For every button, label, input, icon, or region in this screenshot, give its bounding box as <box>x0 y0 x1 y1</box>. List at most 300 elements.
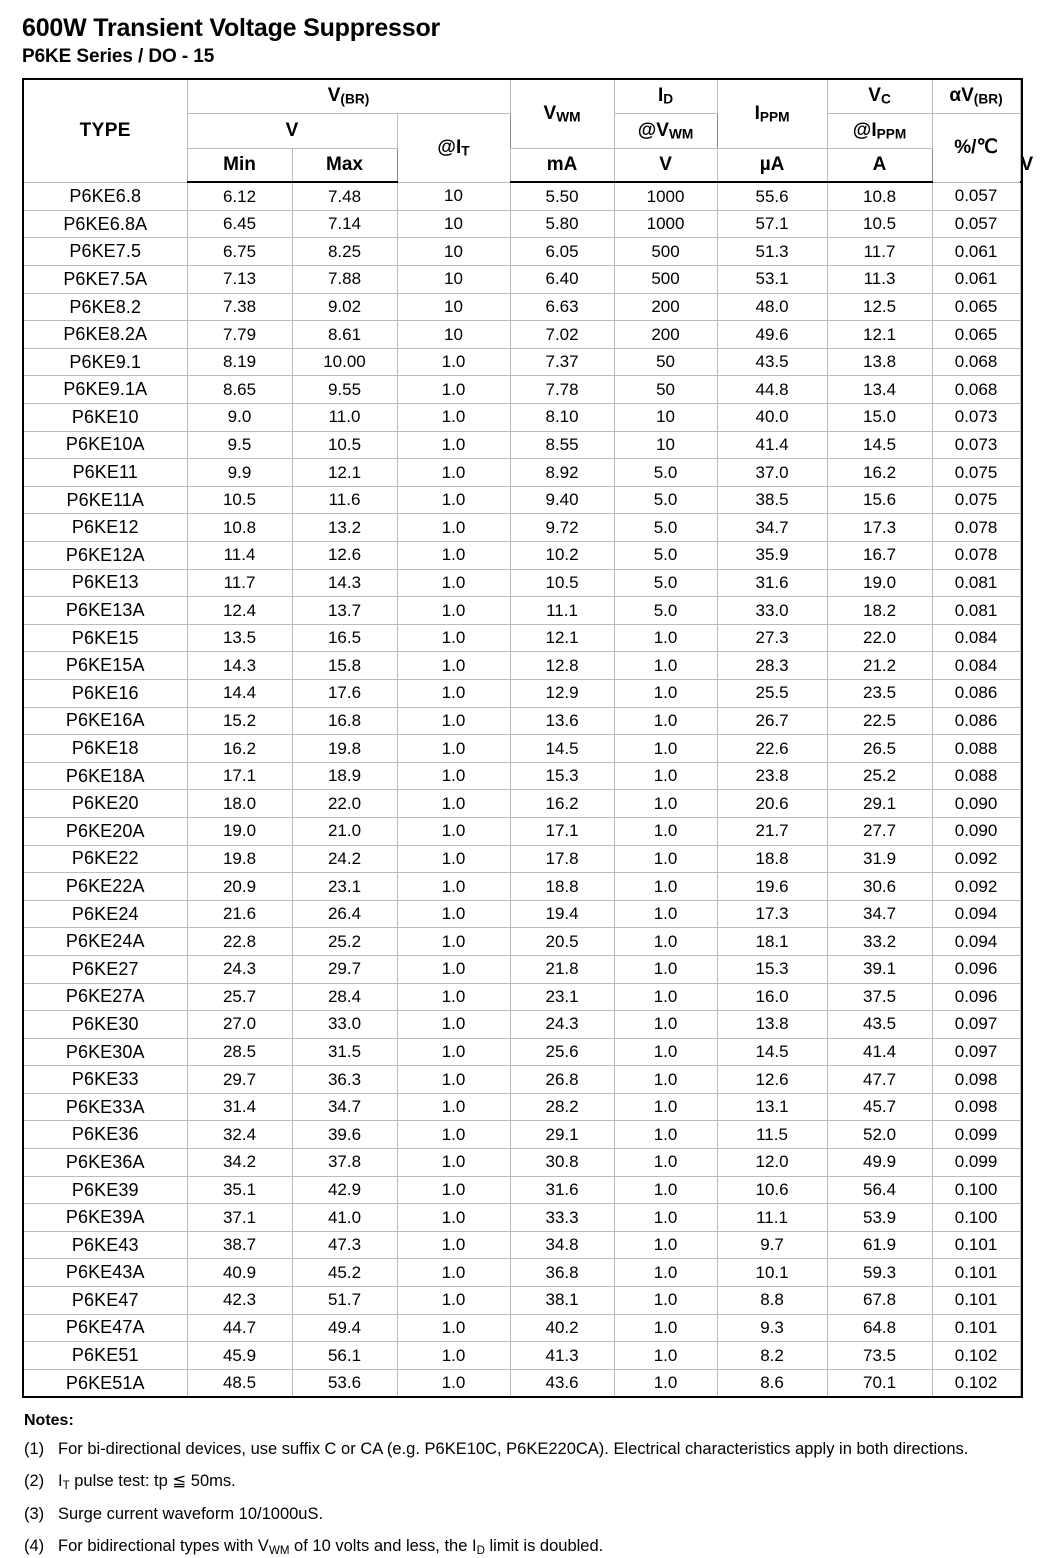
cell-value: 10.5 <box>292 431 397 459</box>
cell-value: 1.0 <box>397 983 510 1011</box>
cell-value: 1.0 <box>614 928 717 956</box>
cell-type: P6KE8.2A <box>23 321 187 349</box>
note-text: For bi-directional devices, use suffix C or CA (e.g. P6KE10C, P6KE220CA). Electrical characteristics apply in both directions. <box>58 1440 969 1459</box>
cell-value: 9.55 <box>292 376 397 404</box>
column-header-min: Min <box>187 149 292 183</box>
cell-type: P6KE22A <box>23 873 187 901</box>
cell-value: 34.7 <box>827 900 932 928</box>
cell-value: 33.2 <box>827 928 932 956</box>
cell-type: P6KE15A <box>23 652 187 680</box>
cell-value: 24.3 <box>510 1011 614 1039</box>
cell-value: 1.0 <box>614 1011 717 1039</box>
cell-value: 27.3 <box>717 624 827 652</box>
cell-value: 40.9 <box>187 1259 292 1287</box>
page-subtitle: P6KE Series / DO - 15 <box>22 45 215 67</box>
table-row <box>23 1121 1022 1149</box>
cell-value: 36.3 <box>292 1066 397 1094</box>
cell-value: 6.12 <box>187 182 292 210</box>
cell-value: 1.0 <box>397 514 510 542</box>
cell-type: P6KE18A <box>23 762 187 790</box>
cell-value: 16.7 <box>827 542 932 570</box>
cell-value: 0.081 <box>932 597 1020 625</box>
table-row <box>23 707 1022 735</box>
cell-value: 34.7 <box>292 1093 397 1121</box>
cell-value: 39.1 <box>827 955 932 983</box>
cell-value: 16.2 <box>187 735 292 763</box>
cell-value: 9.0 <box>187 404 292 432</box>
cell-value: 1.0 <box>397 569 510 597</box>
cell-value: 29.1 <box>827 790 932 818</box>
table-row <box>23 652 1022 680</box>
cell-value: 12.5 <box>827 293 932 321</box>
cell-value: 14.5 <box>827 431 932 459</box>
cell-value: 22.8 <box>187 928 292 956</box>
cell-value: 10 <box>397 238 510 266</box>
cell-value: 19.0 <box>827 569 932 597</box>
cell-value: 45.2 <box>292 1259 397 1287</box>
table-header <box>23 79 1034 182</box>
cell-value: 21.8 <box>510 955 614 983</box>
cell-value: 33.0 <box>717 597 827 625</box>
cell-value: 26.5 <box>827 735 932 763</box>
cell-value: 1.0 <box>614 900 717 928</box>
cell-type: P6KE51A <box>23 1369 187 1397</box>
cell-type: P6KE13 <box>23 569 187 597</box>
cell-value: 0.098 <box>932 1093 1020 1121</box>
cell-type: P6KE16A <box>23 707 187 735</box>
cell-value: 1.0 <box>397 404 510 432</box>
cell-value: 42.9 <box>292 1176 397 1204</box>
cell-value: 13.7 <box>292 597 397 625</box>
note-text: Surge current waveform 10/1000uS. <box>58 1505 324 1524</box>
cell-value: 21.6 <box>187 900 292 928</box>
cell-value: 26.4 <box>292 900 397 928</box>
cell-type: P6KE6.8A <box>23 210 187 238</box>
cell-value: 21.2 <box>827 652 932 680</box>
cell-value: 13.1 <box>717 1093 827 1121</box>
cell-value: 0.078 <box>932 514 1020 542</box>
cell-value: 53.9 <box>827 1204 932 1232</box>
cell-type: P6KE10A <box>23 431 187 459</box>
cell-type: P6KE27A <box>23 983 187 1011</box>
cell-type: P6KE43A <box>23 1259 187 1287</box>
column-header-id <box>614 79 717 114</box>
cell-value: 0.094 <box>932 900 1020 928</box>
table-row <box>23 735 1022 763</box>
table-row <box>23 569 1022 597</box>
cell-value: 1.0 <box>614 1287 717 1315</box>
cell-value: 33.3 <box>510 1204 614 1232</box>
table-row <box>23 431 1022 459</box>
table-row <box>23 182 1022 210</box>
cell-value: 1.0 <box>397 348 510 376</box>
cell-value: 0.086 <box>932 679 1020 707</box>
notes-list <box>24 1439 1023 1558</box>
cell-value: 36.8 <box>510 1259 614 1287</box>
notes-title: Notes: <box>24 1412 74 1430</box>
cell-value: 17.6 <box>292 679 397 707</box>
cell-value: 8.8 <box>717 1287 827 1315</box>
cell-value: 24.3 <box>187 955 292 983</box>
table-row <box>23 266 1022 294</box>
cell-value: 19.8 <box>292 735 397 763</box>
cell-value: 1.0 <box>397 431 510 459</box>
cell-value: 15.3 <box>510 762 614 790</box>
cell-value: 40.2 <box>510 1314 614 1342</box>
cell-value: 31.4 <box>187 1093 292 1121</box>
notes-section <box>22 1412 1023 1558</box>
cell-value: 6.75 <box>187 238 292 266</box>
cell-value: 1.0 <box>614 1204 717 1232</box>
cell-value: 55.6 <box>717 182 827 210</box>
cell-value: 14.4 <box>187 679 292 707</box>
table-row <box>23 293 1022 321</box>
cell-value: 10.6 <box>717 1176 827 1204</box>
cell-value: 57.1 <box>717 210 827 238</box>
cell-value: 53.1 <box>717 266 827 294</box>
cell-value: 35.9 <box>717 542 827 570</box>
cell-value: 1.0 <box>397 624 510 652</box>
cell-value: 1.0 <box>614 679 717 707</box>
column-header-id-unit: µA <box>717 149 827 183</box>
table-row <box>23 790 1022 818</box>
cell-value: 0.101 <box>932 1314 1020 1342</box>
cell-value: 9.7 <box>717 1231 827 1259</box>
cell-value: 1.0 <box>397 845 510 873</box>
cell-value: 1.0 <box>397 1342 510 1370</box>
cell-value: 38.1 <box>510 1287 614 1315</box>
cell-type: P6KE10 <box>23 404 187 432</box>
table-row <box>23 928 1022 956</box>
cell-value: 5.0 <box>614 597 717 625</box>
table-row <box>23 1342 1022 1370</box>
cell-value: 27.0 <box>187 1011 292 1039</box>
cell-value: 20.6 <box>717 790 827 818</box>
at-it-base: @I <box>437 136 462 158</box>
page-title: 600W Transient Voltage Suppressor <box>22 14 441 42</box>
cell-value: 1.0 <box>397 679 510 707</box>
cell-value: 5.0 <box>614 514 717 542</box>
cell-value: 1.0 <box>397 1204 510 1232</box>
cell-value: 1.0 <box>397 790 510 818</box>
cell-value: 1.0 <box>397 597 510 625</box>
cell-value: 13.4 <box>827 376 932 404</box>
at-vwm-base: @V <box>637 119 669 141</box>
cell-value: 1.0 <box>397 1259 510 1287</box>
cell-value: 43.6 <box>510 1369 614 1397</box>
cell-value: 7.02 <box>510 321 614 349</box>
cell-value: 1.0 <box>614 873 717 901</box>
cell-value: 8.25 <box>292 238 397 266</box>
cell-value: 23.5 <box>827 679 932 707</box>
cell-value: 64.8 <box>827 1314 932 1342</box>
note-number: (1) <box>24 1440 45 1459</box>
cell-value: 1.0 <box>397 955 510 983</box>
cell-value: 9.3 <box>717 1314 827 1342</box>
column-header-max: Max <box>292 149 397 183</box>
cell-value: 31.6 <box>717 569 827 597</box>
cell-value: 1.0 <box>397 1149 510 1177</box>
cell-value: 14.5 <box>510 735 614 763</box>
cell-value: 7.13 <box>187 266 292 294</box>
column-header-vwm-unit: V <box>614 149 717 183</box>
cell-value: 16.0 <box>717 983 827 1011</box>
cell-type: P6KE11 <box>23 459 187 487</box>
cell-value: 0.088 <box>932 762 1020 790</box>
cell-type: P6KE13A <box>23 597 187 625</box>
cell-type: P6KE33 <box>23 1066 187 1094</box>
cell-value: 44.8 <box>717 376 827 404</box>
cell-value: 1.0 <box>397 707 510 735</box>
cell-value: 21.7 <box>717 817 827 845</box>
cell-value: 1000 <box>614 210 717 238</box>
cell-value: 1.0 <box>614 1231 717 1259</box>
cell-value: 33.0 <box>292 1011 397 1039</box>
cell-value: 0.057 <box>932 182 1020 210</box>
cell-type: P6KE30 <box>23 1011 187 1039</box>
cell-value: 34.2 <box>187 1149 292 1177</box>
cell-value: 49.4 <box>292 1314 397 1342</box>
cell-value: 19.0 <box>187 817 292 845</box>
table-row <box>23 1287 1022 1315</box>
cell-value: 17.8 <box>510 845 614 873</box>
cell-value: 8.92 <box>510 459 614 487</box>
cell-value: 44.7 <box>187 1314 292 1342</box>
cell-type: P6KE33A <box>23 1093 187 1121</box>
cell-value: 500 <box>614 266 717 294</box>
cell-value: 1.0 <box>397 873 510 901</box>
ippm-base: I <box>754 102 760 124</box>
table-row <box>23 542 1022 570</box>
cell-value: 12.6 <box>717 1066 827 1094</box>
cell-value: 1.0 <box>397 542 510 570</box>
note-number: (4) <box>24 1536 45 1555</box>
cell-value: 1.0 <box>614 955 717 983</box>
cell-value: 25.2 <box>292 928 397 956</box>
cell-value: 16.5 <box>292 624 397 652</box>
cell-value: 5.50 <box>510 182 614 210</box>
column-header-vc-unit: V <box>1020 149 1022 183</box>
cell-value: 17.1 <box>510 817 614 845</box>
cell-value: 1.0 <box>397 762 510 790</box>
cell-value: 17.3 <box>717 900 827 928</box>
cell-value: 8.65 <box>187 376 292 404</box>
cell-value: 0.084 <box>932 624 1020 652</box>
cell-type: P6KE11A <box>23 486 187 514</box>
cell-value: 17.3 <box>827 514 932 542</box>
cell-type: P6KE39 <box>23 1176 187 1204</box>
cell-value: 18.9 <box>292 762 397 790</box>
cell-value: 1.0 <box>614 624 717 652</box>
cell-value: 0.061 <box>932 266 1020 294</box>
table-row <box>23 514 1022 542</box>
table-row <box>23 955 1022 983</box>
cell-value: 31.9 <box>827 845 932 873</box>
cell-value: 1.0 <box>397 1093 510 1121</box>
cell-value: 0.090 <box>932 817 1020 845</box>
column-header-vwm <box>510 79 614 149</box>
cell-value: 8.55 <box>510 431 614 459</box>
cell-value: 28.5 <box>187 1038 292 1066</box>
cell-value: 0.100 <box>932 1204 1020 1232</box>
column-header-ippm-unit: A <box>827 149 932 183</box>
cell-value: 19.6 <box>717 873 827 901</box>
cell-type: P6KE8.2 <box>23 293 187 321</box>
cell-value: 51.3 <box>717 238 827 266</box>
cell-value: 7.88 <box>292 266 397 294</box>
cell-type: P6KE22 <box>23 845 187 873</box>
cell-value: 0.094 <box>932 928 1020 956</box>
cell-value: 1.0 <box>397 817 510 845</box>
column-header-ma: mA <box>510 149 614 183</box>
cell-value: 8.19 <box>187 348 292 376</box>
cell-value: 1.0 <box>397 1066 510 1094</box>
cell-value: 8.10 <box>510 404 614 432</box>
cell-type: P6KE27 <box>23 955 187 983</box>
cell-value: 14.5 <box>717 1038 827 1066</box>
cell-value: 1.0 <box>614 817 717 845</box>
cell-value: 42.3 <box>187 1287 292 1315</box>
cell-value: 13.2 <box>292 514 397 542</box>
alpha-vbr-subscript: (BR) <box>973 91 1003 107</box>
table-row <box>23 459 1022 487</box>
cell-value: 5.80 <box>510 210 614 238</box>
cell-value: 9.5 <box>187 431 292 459</box>
cell-value: 1.0 <box>397 486 510 514</box>
cell-value: 1.0 <box>397 900 510 928</box>
cell-value: 0.068 <box>932 376 1020 404</box>
cell-value: 47.7 <box>827 1066 932 1094</box>
cell-value: 25.7 <box>187 983 292 1011</box>
cell-value: 12.0 <box>717 1149 827 1177</box>
cell-value: 27.7 <box>827 817 932 845</box>
cell-value: 1.0 <box>614 1093 717 1121</box>
cell-value: 18.2 <box>827 597 932 625</box>
cell-type: P6KE9.1 <box>23 348 187 376</box>
cell-value: 18.1 <box>717 928 827 956</box>
table-row <box>23 983 1022 1011</box>
cell-value: 0.092 <box>932 845 1020 873</box>
cell-value: 73.5 <box>827 1342 932 1370</box>
cell-value: 0.075 <box>932 486 1020 514</box>
column-header-at-it <box>397 114 510 183</box>
table-row <box>23 486 1022 514</box>
cell-value: 22.6 <box>717 735 827 763</box>
cell-value: 9.02 <box>292 293 397 321</box>
cell-value: 0.068 <box>932 348 1020 376</box>
cell-type: P6KE16 <box>23 679 187 707</box>
cell-value: 39.6 <box>292 1121 397 1149</box>
cell-value: 48.0 <box>717 293 827 321</box>
cell-value: 10 <box>614 404 717 432</box>
cell-value: 22.0 <box>292 790 397 818</box>
cell-value: 26.7 <box>717 707 827 735</box>
table-row <box>23 624 1022 652</box>
cell-value: 1.0 <box>614 1342 717 1370</box>
cell-value: 18.8 <box>510 873 614 901</box>
cell-value: 20.9 <box>187 873 292 901</box>
table-row <box>23 348 1022 376</box>
cell-value: 15.8 <box>292 652 397 680</box>
cell-value: 0.096 <box>932 955 1020 983</box>
cell-value: 37.1 <box>187 1204 292 1232</box>
table-row <box>23 817 1022 845</box>
table-row <box>23 873 1022 901</box>
cell-value: 48.5 <box>187 1369 292 1397</box>
cell-value: 37.5 <box>827 983 932 1011</box>
cell-value: 41.3 <box>510 1342 614 1370</box>
cell-value: 1.0 <box>397 1231 510 1259</box>
cell-value: 5.0 <box>614 569 717 597</box>
cell-value: 0.073 <box>932 431 1020 459</box>
cell-type: P6KE47 <box>23 1287 187 1315</box>
alpha-vbr-base: αV <box>949 85 974 107</box>
cell-value: 1.0 <box>397 459 510 487</box>
cell-value: 1.0 <box>614 1149 717 1177</box>
cell-value: 47.3 <box>292 1231 397 1259</box>
table-row <box>23 1314 1022 1342</box>
cell-value: 8.2 <box>717 1342 827 1370</box>
cell-value: 38.5 <box>717 486 827 514</box>
cell-value: 18.0 <box>187 790 292 818</box>
cell-value: 9.72 <box>510 514 614 542</box>
cell-value: 0.097 <box>932 1038 1020 1066</box>
cell-value: 1.0 <box>614 983 717 1011</box>
table-row <box>23 1066 1022 1094</box>
cell-value: 10.1 <box>717 1259 827 1287</box>
table-row <box>23 1038 1022 1066</box>
cell-type: P6KE47A <box>23 1314 187 1342</box>
cell-value: 6.63 <box>510 293 614 321</box>
cell-value: 10 <box>397 293 510 321</box>
cell-value: 24.2 <box>292 845 397 873</box>
cell-value: 0.090 <box>932 790 1020 818</box>
column-header-vc <box>827 79 932 114</box>
table-row <box>23 1149 1022 1177</box>
cell-value: 25.2 <box>827 762 932 790</box>
cell-value: 1.0 <box>614 735 717 763</box>
cell-value: 1.0 <box>614 1066 717 1094</box>
cell-value: 1.0 <box>614 790 717 818</box>
vc-base: V <box>868 85 881 107</box>
cell-value: 23.1 <box>510 983 614 1011</box>
cell-value: 11.3 <box>827 266 932 294</box>
cell-value: 52.0 <box>827 1121 932 1149</box>
cell-value: 10 <box>397 182 510 210</box>
cell-value: 40.0 <box>717 404 827 432</box>
cell-type: P6KE36 <box>23 1121 187 1149</box>
cell-value: 34.8 <box>510 1231 614 1259</box>
cell-value: 0.101 <box>932 1231 1020 1259</box>
vwm-base: V <box>543 102 557 124</box>
note-item <box>24 1471 1023 1493</box>
cell-value: 0.099 <box>932 1149 1020 1177</box>
cell-value: 32.4 <box>187 1121 292 1149</box>
cell-value: 1.0 <box>397 1314 510 1342</box>
cell-value: 12.1 <box>510 624 614 652</box>
cell-value: 6.05 <box>510 238 614 266</box>
table-row <box>23 845 1022 873</box>
vc-subscript: C <box>880 91 891 107</box>
note-number: (3) <box>24 1505 45 1524</box>
note-item <box>24 1439 1023 1460</box>
cell-value: 14.3 <box>292 569 397 597</box>
cell-value: 22.0 <box>827 624 932 652</box>
cell-value: 16.8 <box>292 707 397 735</box>
cell-value: 14.3 <box>187 652 292 680</box>
cell-value: 19.4 <box>510 900 614 928</box>
cell-value: 41.4 <box>827 1038 932 1066</box>
